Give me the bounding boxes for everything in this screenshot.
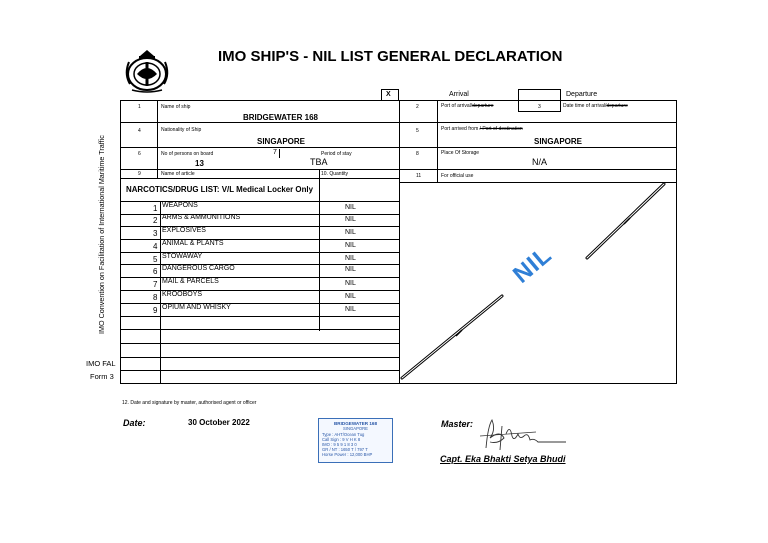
stamp-flag: SINGAPORE [343,426,368,431]
list-item [120,278,400,290]
list-item [120,291,400,303]
list-item [120,240,400,252]
list-item [120,202,400,214]
ship-stamp [318,418,393,463]
date-value: 30 October 2022 [188,418,250,427]
field-4-label: Nationality of Ship [161,127,202,133]
item-quantity: NIL [345,255,356,262]
list-item [120,253,400,265]
master-signature [478,416,573,456]
item-quantity: NIL [345,204,356,211]
master-label: Master: [441,419,474,429]
field-10-label: 10. Quantity [321,171,348,177]
field-3-number: 3 [538,104,541,110]
stamp-power: Horse Power : 12,000 BHP [322,452,373,457]
item-number: 5 [153,255,158,264]
ship-name-value: BRIDGEWATER 168 [243,113,318,122]
stamp-imo: IMO : 9 5 9 1 8 3 0 [322,442,357,447]
field-11-label: For official use [441,173,474,179]
stamp-ship-name: BRIDGEWATER 168 [333,421,378,426]
field-2-number: 2 [416,104,419,110]
field-5-label: Port arrived from / Port of destination [441,126,523,132]
signature-caption: 12. Date and signature by master, authorised agent or officer [122,400,257,406]
narcotics-heading: NARCOTICS/DRUG LIST: V/L Medical Locker Only [126,184,314,194]
side-convention-label: IMO Convention on Facilitation of International Maritime Traffic [97,135,106,334]
field-1-label: Name of ship [161,104,191,110]
field-1-number: 1 [138,104,141,110]
arrival-mark: X [386,91,391,98]
item-name: EXPLOSIVES [162,227,206,234]
item-number: 8 [153,293,158,302]
field-8-label: Place Of Storage [441,150,480,156]
list-item [120,214,400,226]
list-item [120,265,400,277]
item-quantity: NIL [345,229,356,236]
item-name: WEAPONS [162,202,198,209]
item-quantity: NIL [345,306,356,313]
field-8-number: 8 [416,151,419,157]
item-name: KROOBOYS [162,291,203,298]
item-number: 9 [153,306,158,315]
item-number: 1 [153,204,158,213]
item-name: ARMS & AMMUNITIONS [162,214,241,221]
item-quantity: NIL [345,280,356,287]
form-label-form-number: Form 3 [90,372,114,381]
departure-label: Departure [566,91,598,98]
stamp-gt-nt: GR / NT : 1650 T / 797 T [322,447,368,452]
item-name: ANIMAL & PLANTS [162,240,224,247]
cursor-mark [279,149,280,158]
arrival-label: Arrival [449,91,469,98]
field-9-label: Name of article [161,171,195,177]
stamp-type: Type : AHT/Ocean Tug [322,432,365,437]
field-3-label: Date time of arrival/departure [563,103,628,109]
nil-stamp: NIL [508,241,558,289]
port-arrived-from-value: SINGAPORE [534,137,583,146]
persons-on-board-value: 13 [195,159,204,168]
date-label: Date: [123,418,146,428]
item-number: 3 [153,229,158,238]
stamp-callsign: Call Sign : 9 V H K 8 [322,437,361,442]
list-item [120,227,400,239]
field-2-label: Port of arrival/departure [441,103,494,109]
item-quantity: NIL [345,242,356,249]
field-9-number: 9 [138,171,141,177]
field-6-label: No of persons on board [161,151,214,157]
field-4-number: 4 [138,128,141,134]
field-7-label: Period of stay [321,151,352,157]
item-quantity: NIL [345,216,356,223]
item-number: 7 [153,280,158,289]
item-name: MAIL & PARCELS [162,278,219,285]
field-6-number: 6 [138,151,141,157]
item-name: STOWAWAY [162,253,203,260]
field-11-number: 11 [416,173,422,179]
item-number: 2 [153,216,158,225]
persons-mark: 7 [273,149,277,156]
item-name: OPIUM AND WHISKY [162,304,231,311]
item-quantity: NIL [345,293,356,300]
page-title: IMO SHIP'S - NIL LIST GENERAL DECLARATION [218,48,563,65]
form-label-imo-fal: IMO FAL [86,359,116,368]
field-5-number: 5 [416,128,419,134]
item-number: 6 [153,267,158,276]
place-of-storage-value: N/A [532,157,548,167]
period-of-stay-value: TBA [310,157,328,167]
list-item [120,304,400,316]
item-name: DANGEROUS CARGO [162,265,235,272]
nationality-value: SINGAPORE [257,137,306,146]
master-name: Capt. Eka Bhakti Setya Bhudi [440,454,566,464]
item-quantity: NIL [345,266,356,273]
item-number: 4 [153,242,158,251]
